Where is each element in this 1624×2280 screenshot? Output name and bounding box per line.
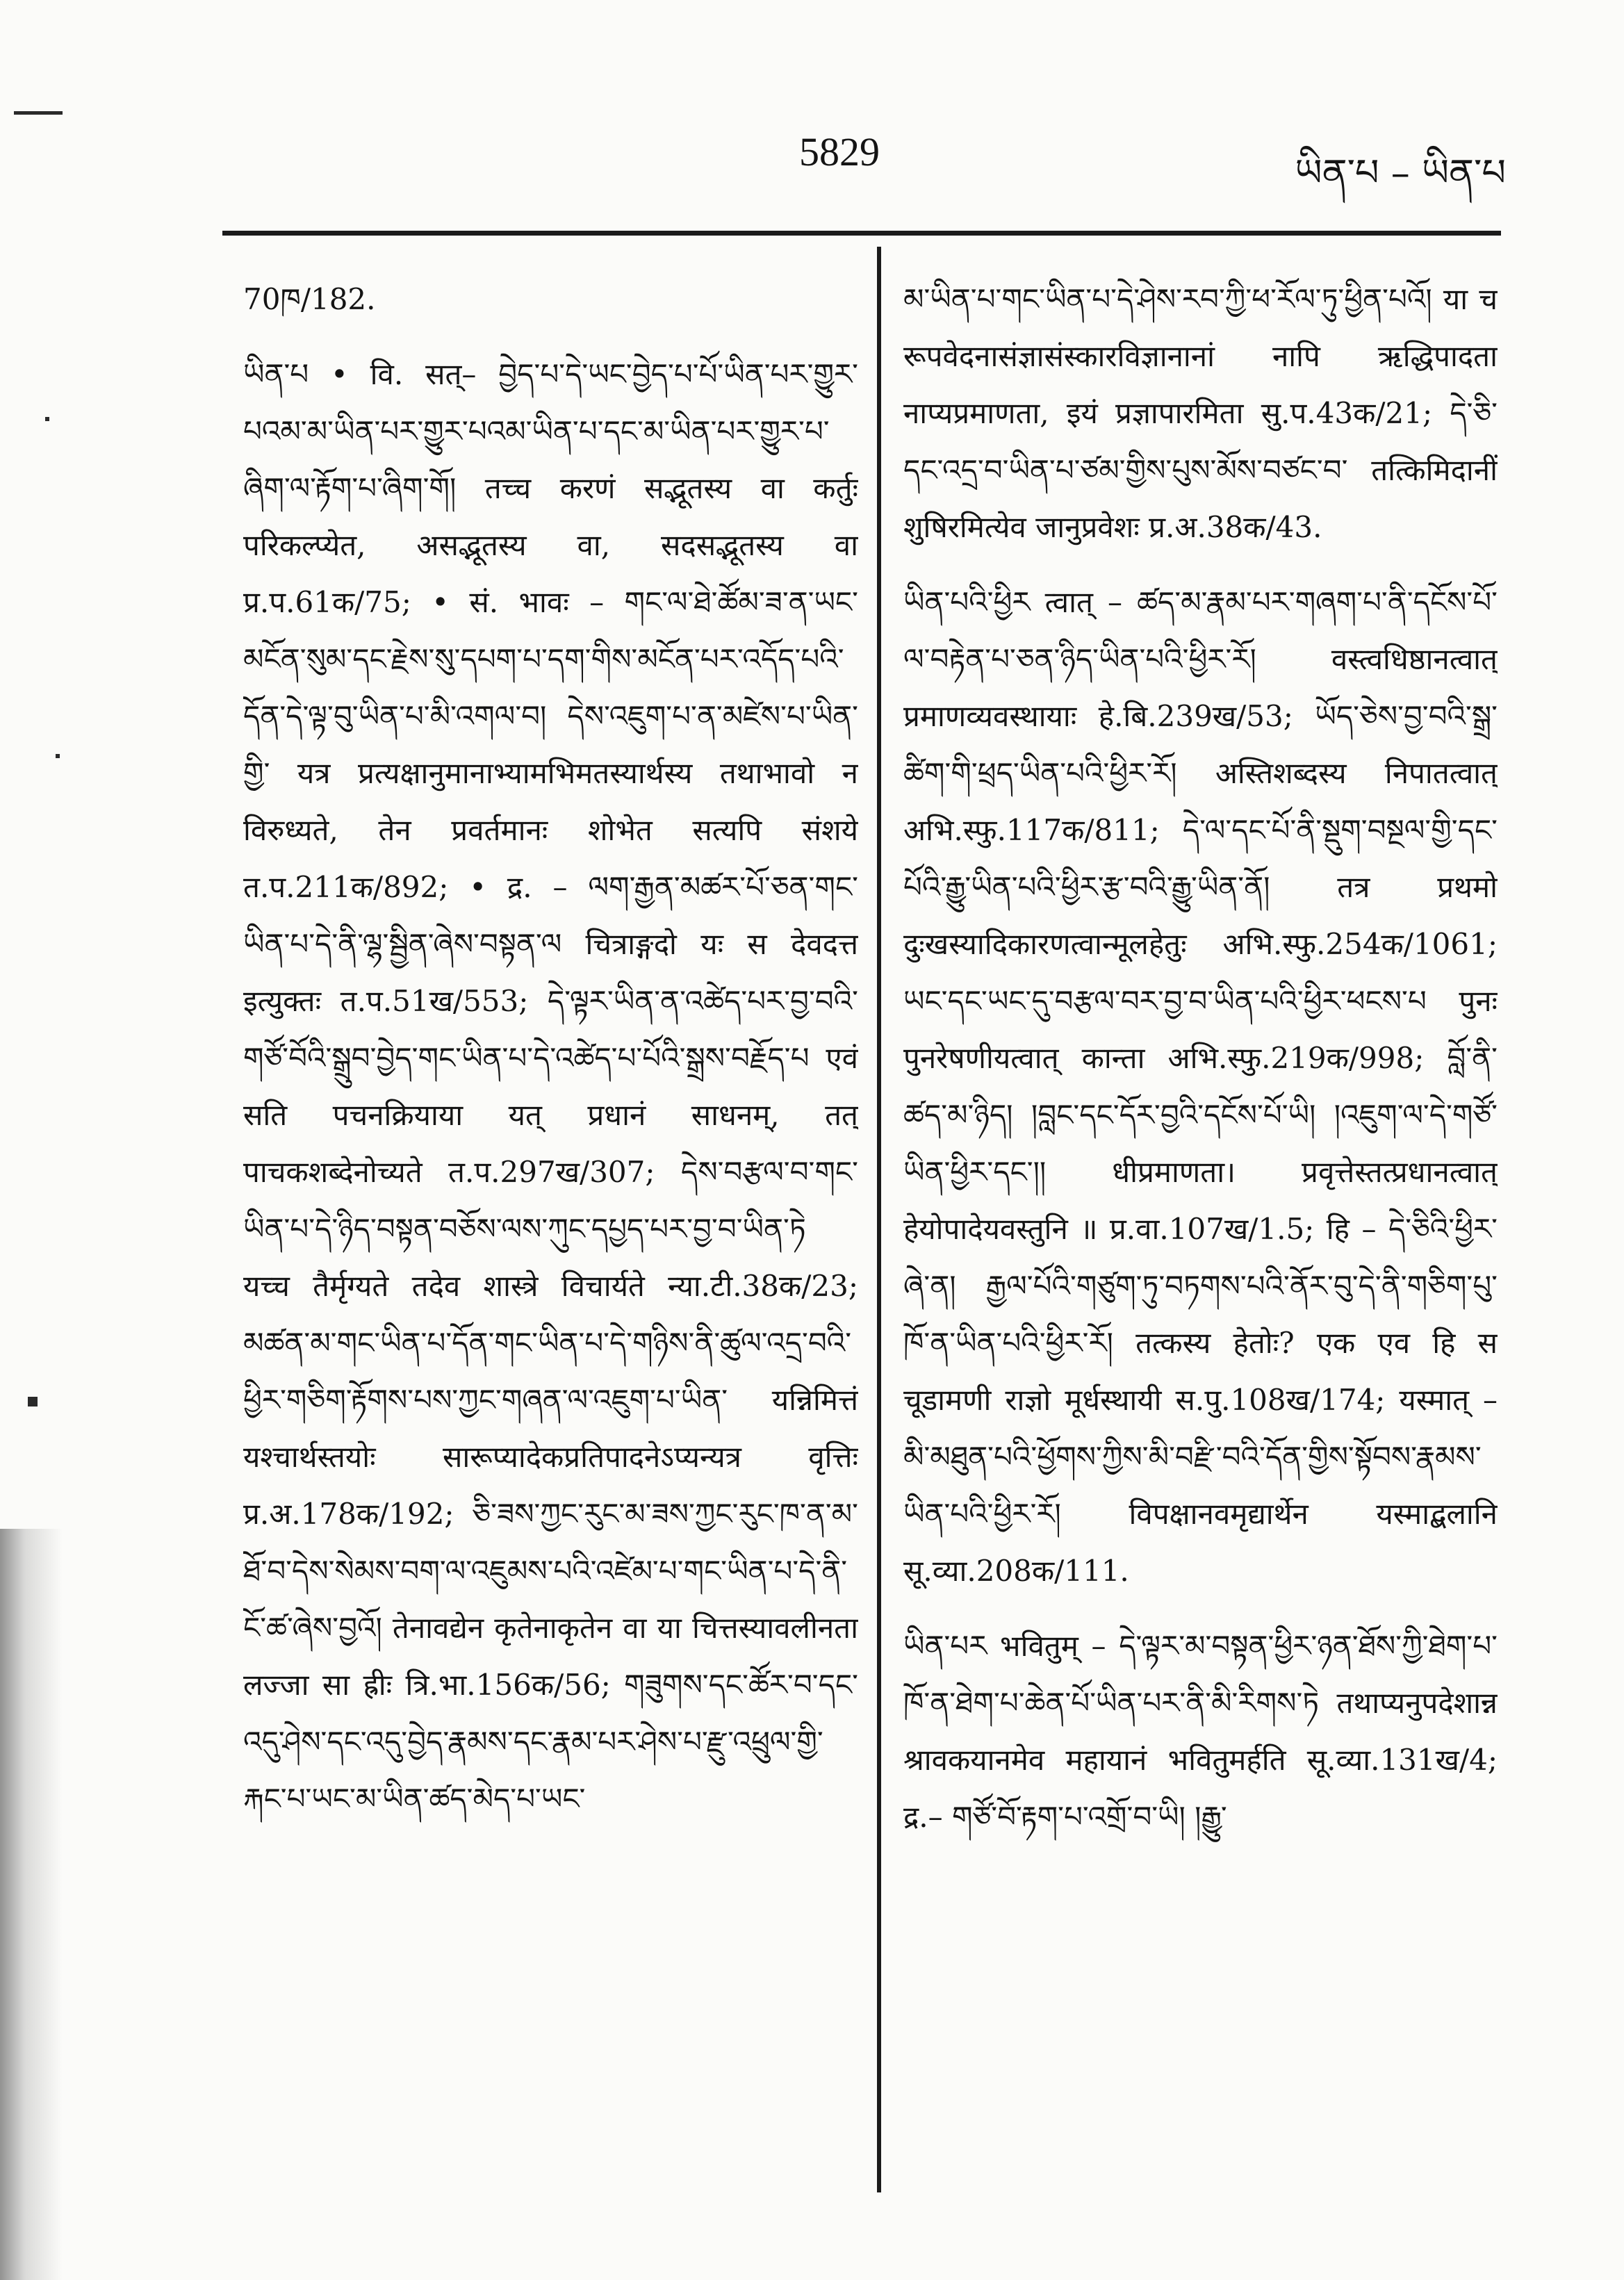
scan-mark <box>45 417 49 421</box>
right-paragraph-1: མ་ཡིན་པ་གང་ཡིན་པ་དེ་ཤེས་རབ་ཀྱི་ཕ་རོལ་ཏུ་ཕྱིན་པའོ། या च रूपवेदनासंज्ञासंस्कारविज्ञानानां नापि ऋद्धिपादता नाप्यप्रमाणता, इयं प्रज्ञापारमिता सु.प.43क/21; དེ་ཅི་དང་འདྲ་བ་ཡིན་པ་ཙམ་གྱིས་པུས་མོས་བཙང་བ་ तत्किमिदानीं शुषिरमित्येव जानुप्रवेशः प्र.अ.38क/43. <box>903 282 1498 544</box>
left-column <box>243 271 858 2147</box>
scan-mark <box>28 1397 38 1406</box>
left-paragraph-1: 70ཁ/182. <box>243 282 376 316</box>
scan-spine-shadow <box>0 1529 63 2280</box>
running-head: ཡིན་པ – ཡིན་པ <box>1295 151 1506 195</box>
left-paragraph-2: ཡིན་པ • वि. सत्– བྱེད་པ་དེ་ཡང་བྱེད་པ་པོ་ཡིན་པར་གྱུར་པའམ་མ་ཡིན་པར་གྱུར་པའམ་ཡིན་པ་དང་མ་ཡིན་པར་གྱུར་པ་ཞིག་ལ་རྟོག་པ་ཞིག་གོ། तच्च करणं सद्भूतस्य वा कर्तुः परिकल्प्येत, असद्भूतस्य वा, सदसद्भूतस्य वा प्र.प.61क/75; • सं. भावः – གང་ལ་ཐེ་ཚོམ་ཟ་ན་ཡང་མངོན་སུམ་དང་རྗེས་སུ་དཔག་པ་དག་གིས་མངོན་པར་འདོད་པའི་དོན་དེ་ལྟ་བུ་ཡིན་པ་མི་འགལ་བ། དེས་འཇུག་པ་ན་མཛེས་པ་ཡིན་གྱི་ यत्र प्रत्यक्षानुमानाभ्यामभिमतस्यार्थस्य तथाभावो न विरुध्यते, तेन प्रवर्तमानः शोभेत सत्यपि संशये त.प.211क/892; • द्र. – ལག་རྒྱན་མཚར་པོ་ཅན་གང་ཡིན་པ་དེ་ནི་ལྷ་སྦྱིན་ཞེས་བསྟན་ལ चित्राङ्गदो यः स देवदत्त इत्युक्तः त.प.51ख/553; དེ་ལྟར་ཡིན་ན་འཚེད་པར་བྱ་བའི་གཙོ་བོའི་སྒྲུབ་བྱེད་གང་ཡིན་པ་དེ་འཚེད་པ་པོའི་སྒྲས་བརྗོད་པ एवं सति पचनक्रियाया यत् प्रधानं साधनम्, तत् पाचकशब्देनोच्यते त.प.297ख/307; དེས་བརྩལ་བ་གང་ཡིན་པ་དེ་ཉིད་བསྟན་བཅོས་ལས་ཀུང་དཔྱད་པར་བྱ་བ་ཡིན་ཏེ यच्च तैर्मृग्यते तदेव शास्त्रे विचार्यते न्या.टी.38क/23; མཚན་མ་གང་ཡིན་པ་དོན་གང་ཡིན་པ་དེ་གཉིས་ནི་ཚུལ་འདྲ་བའི་ཕྱིར་གཅིག་རྟོགས་པས་ཀྱང་གཞན་ལ་འཇུག་པ་ཡིན་ यन्निमित्तं यश्चार्थस्तयोः सारूप्यादेकप्रतिपादनेऽप्यन्यत्र वृत्तिः प्र.अ.178क/192; ཅི་ཟས་ཀྱང་རུང་མ་ཟས་ཀྱང་རུང་ཁ་ན་མ་ཐོ་བ་དེས་སེམས་བག་ལ་འཇུམས་པའི་འཛེམ་པ་གང་ཡིན་པ་དེ་ནི་ངོ་ཚ་ཞེས་བྱའོ། तेनावद्येन कृतेनाकृतेन वा या चित्तस्यावलीनता लज्जा सा ह्रीः त्रि.भा.156क/56; གཟུགས་དང་ཚོར་བ་དང་འདུ་ཤེས་དང་འདུ་བྱེད་རྣམས་དང་རྣམ་པར་ཤེས་པ་རྫུ་འཕྲུལ་གྱི་རྐང་པ་ཡང་མ་ཡིན་ཚད་མེད་པ་ཡང་ <box>243 357 858 1816</box>
right-column <box>903 271 1498 2147</box>
scan-mark <box>14 111 63 115</box>
right-paragraph-2: ཡིན་པའི་ཕྱིར त्वात् – ཚད་མ་རྣམ་པར་གཞག་པ་ནི་དངོས་པོ་ལ་བརྟེན་པ་ཅན་ཉིད་ཡིན་པའི་ཕྱིར་རོ། वस्त्वधिष्ठानत्वात् प्रमाणव्यवस्थायाः हे.बि.239ख/53; ཡོད་ཅེས་བྱ་བའི་སྒྲ་ཚིག་གི་ཕྲད་ཡིན་པའི་ཕྱིར་རོ། अस्तिशब्दस्य निपातत्वात् अभि.स्फु.117क/811; དེ་ལ་དང་པོ་ནི་སྡུག་བསྔལ་གྱི་དང་པོའི་རྒྱུ་ཡིན་པའི་ཕྱིར་རྩ་བའི་རྒྱུ་ཡིན་ནོ། तत्र प्रथमो दुःखस्यादिकारणत्वान्मूलहेतुः अभि.स्फु.254क/1061; ཡང་དང་ཡང་དུ་བརྩལ་བར་བྱ་བ་ཡིན་པའི་ཕྱིར་ཕངས་པ पुनः पुनरेषणीयत्वात् कान्ता अभि.स्फु.219क/998; བློ་ནི་ཚད་མ་ཉིད། །བླང་དང་དོར་བྱའི་དངོས་པོ་ཡི། །འཇུག་ལ་དེ་གཙོ་ཡིན་ཕྱིར་དང་།། धीप्रमाणता। प्रवृत्तेस्तत्प्रधानत्वात् हेयोपादेयवस्तुनि ॥ प्र.वा.107ख/1.5; हि – དེ་ཅིའི་ཕྱིར་ཞེ་ན། རྒྱལ་པོའི་གཙུག་ཏུ་བཏགས་པའི་ནོར་བུ་དེ་ནི་གཅིག་པུ་ཁོ་ན་ཡིན་པའི་ཕྱིར་རོ། तत्कस्य हेतोः? एक एव हि स चूडामणी राज्ञो मूर्धस्थायी स.पु.108ख/174; यस्मात् – མི་མཐུན་པའི་ཕྱོགས་ཀྱིས་མི་བརྫི་བའི་དོན་གྱིས་སྟོབས་རྣམས་ཡིན་པའི་ཕྱིར་རོ། विपक्षानवमृद्यार्थेन यस्माद्बलानि सू.व्या.208क/111. <box>903 585 1498 1588</box>
column-divider <box>877 247 881 2192</box>
top-rule <box>222 231 1501 236</box>
page-number: 5829 <box>799 129 880 174</box>
right-paragraph-3: ཡིན་པར भवितुम् – དེ་ལྟར་མ་བསྟན་ཕྱིར་ཉན་ཐོས་ཀྱི་ཐེག་པ་ཁོ་ན་ཐེག་པ་ཆེན་པོ་ཡིན་པར་ནི་མི་རིགས་ཏེ तथाप्यनुपदेशान्न श्रावकयानमेव महायानं भवितुमर्हति सू.व्या.131ख/4; द्र.– གཙོ་བོ་རྟག་པ་འགྲོ་བ་ཡི། །རྒྱུ་ <box>903 1629 1498 1834</box>
scan-mark <box>56 754 60 758</box>
